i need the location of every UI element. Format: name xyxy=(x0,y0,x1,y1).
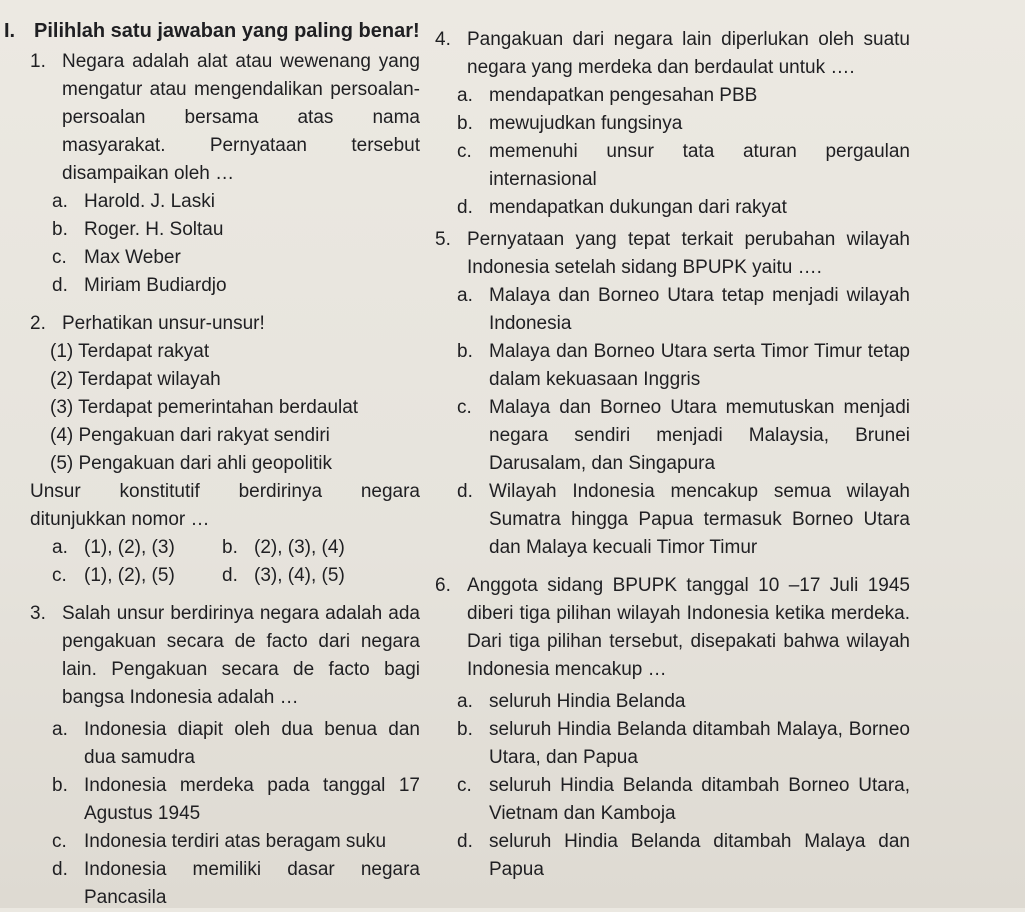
option-c[interactable]: c. Max Weber xyxy=(52,247,181,268)
right-column xyxy=(435,26,910,884)
question-5 xyxy=(435,226,910,562)
question-text: Pernyataan yang tepat terkait perubahan wilayah Indonesia setelah sidang BPUPK yaitu …. xyxy=(467,229,910,278)
option-d[interactable]: d. Indonesia memiliki dasar negara Pancasila xyxy=(52,859,420,908)
question-number: 2. xyxy=(30,313,46,334)
option-a[interactable]: a. Harold. J. Laski xyxy=(52,191,215,212)
question-text: Negara adalah alat atau wewenang yang mengatur atau mengendalikan persoalan-persoalan bersama atas nama masyarakat. Pernyataan tersebut disampaikan oleh … xyxy=(62,51,420,184)
section-heading xyxy=(4,20,420,43)
question-2 xyxy=(30,310,420,590)
option-d[interactable]: d. Wilayah Indonesia mencakup semua wilayah Sumatra hingga Papua termasuk Borneo Utara dan Malaya kecuali Timor Timur xyxy=(457,481,910,558)
question-number: 4. xyxy=(435,29,451,50)
question-6 xyxy=(435,572,910,884)
question-text: Perhatikan unsur-unsur! xyxy=(62,313,265,334)
question-text: Pangakuan dari negara lain diperlukan oleh suatu negara yang merdeka dan berdaulat untuk …. xyxy=(467,29,910,78)
question-text: Anggota sidang BPUPK tanggal 10 –17 Juli 1945 diberi tiga pilihan wilayah Indonesia ketika merdeka. Dari tiga pilihan tersebut, disepakati bahwa wilayah Indonesia mencakup … xyxy=(467,575,910,680)
section-title: Pilihlah satu jawaban yang paling benar! xyxy=(34,20,420,42)
option-d[interactable]: d. seluruh Hindia Belanda ditambah Malaya dan Papua xyxy=(457,831,910,880)
option-b[interactable]: b. seluruh Hindia Belanda ditambah Malaya, Borneo Utara, dan Papua xyxy=(457,719,910,768)
option-b[interactable]: b. Malaya dan Borneo Utara serta Timor Timur tetap dalam kekuasaan Inggris xyxy=(457,341,910,390)
list-item: (3) Terdapat pemerintahan berdaulat xyxy=(50,397,359,418)
list-item: (4) Pengakuan dari rakyat sendiri xyxy=(50,425,330,446)
option-d[interactable]: d. mendapatkan dukungan dari rakyat xyxy=(457,197,787,218)
option-a[interactable]: a. Malaya dan Borneo Utara tetap menjadi wilayah Indonesia xyxy=(457,285,910,334)
question-4 xyxy=(435,26,910,222)
list-item: (1) Terdapat rakyat xyxy=(50,341,210,362)
option-d[interactable]: d. (3), (4), (5) xyxy=(222,565,345,586)
option-c[interactable]: c. (1), (2), (5) xyxy=(52,565,175,586)
question-number: 3. xyxy=(30,603,46,624)
option-b[interactable]: b. mewujudkan fungsinya xyxy=(457,113,683,134)
question-1 xyxy=(30,48,420,300)
section-number: I. xyxy=(4,20,16,42)
option-b[interactable]: b. (2), (3), (4) xyxy=(222,537,345,558)
option-c[interactable]: c. Malaya dan Borneo Utara memutuskan menjadi negara sendiri menjadi Malaysia, Brunei Darusalam, dan Singapura xyxy=(457,397,910,474)
option-a[interactable]: a. (1), (2), (3) xyxy=(52,537,175,558)
question-number: 5. xyxy=(435,229,451,250)
question-text: Salah unsur berdirinya negara adalah ada pengakuan secara de facto dari negara lain. Pengakuan secara de facto bagi bangsa Indonesia adalah … xyxy=(62,603,420,708)
list-item: (2) Terdapat wilayah xyxy=(50,369,221,390)
option-a[interactable]: a. seluruh Hindia Belanda xyxy=(457,691,686,712)
option-c[interactable]: c. Indonesia terdiri atas beragam suku xyxy=(52,831,387,852)
left-column xyxy=(30,48,420,912)
question-number: 1. xyxy=(30,51,46,72)
question-stem: Unsur konstitutif berdirinya negara ditunjukkan nomor … xyxy=(30,481,420,530)
option-b[interactable]: b. Indonesia merdeka pada tanggal 17 Agustus 1945 xyxy=(52,775,420,824)
option-a[interactable]: a. mendapatkan pengesahan PBB xyxy=(457,85,758,106)
question-number: 6. xyxy=(435,575,451,596)
option-c[interactable]: c. seluruh Hindia Belanda ditambah Borneo Utara, Vietnam dan Kamboja xyxy=(457,775,910,824)
option-d[interactable]: d. Miriam Budiardjo xyxy=(52,275,227,296)
question-3 xyxy=(30,600,420,912)
option-c[interactable]: c. memenuhi unsur tata aturan pergaulan internasional xyxy=(457,141,910,190)
option-b[interactable]: b. Roger. H. Soltau xyxy=(52,219,224,240)
option-a[interactable]: a. Indonesia diapit oleh dua benua dan dua samudra xyxy=(52,719,420,768)
list-item: (5) Pengakuan dari ahli geopolitik xyxy=(50,453,333,474)
